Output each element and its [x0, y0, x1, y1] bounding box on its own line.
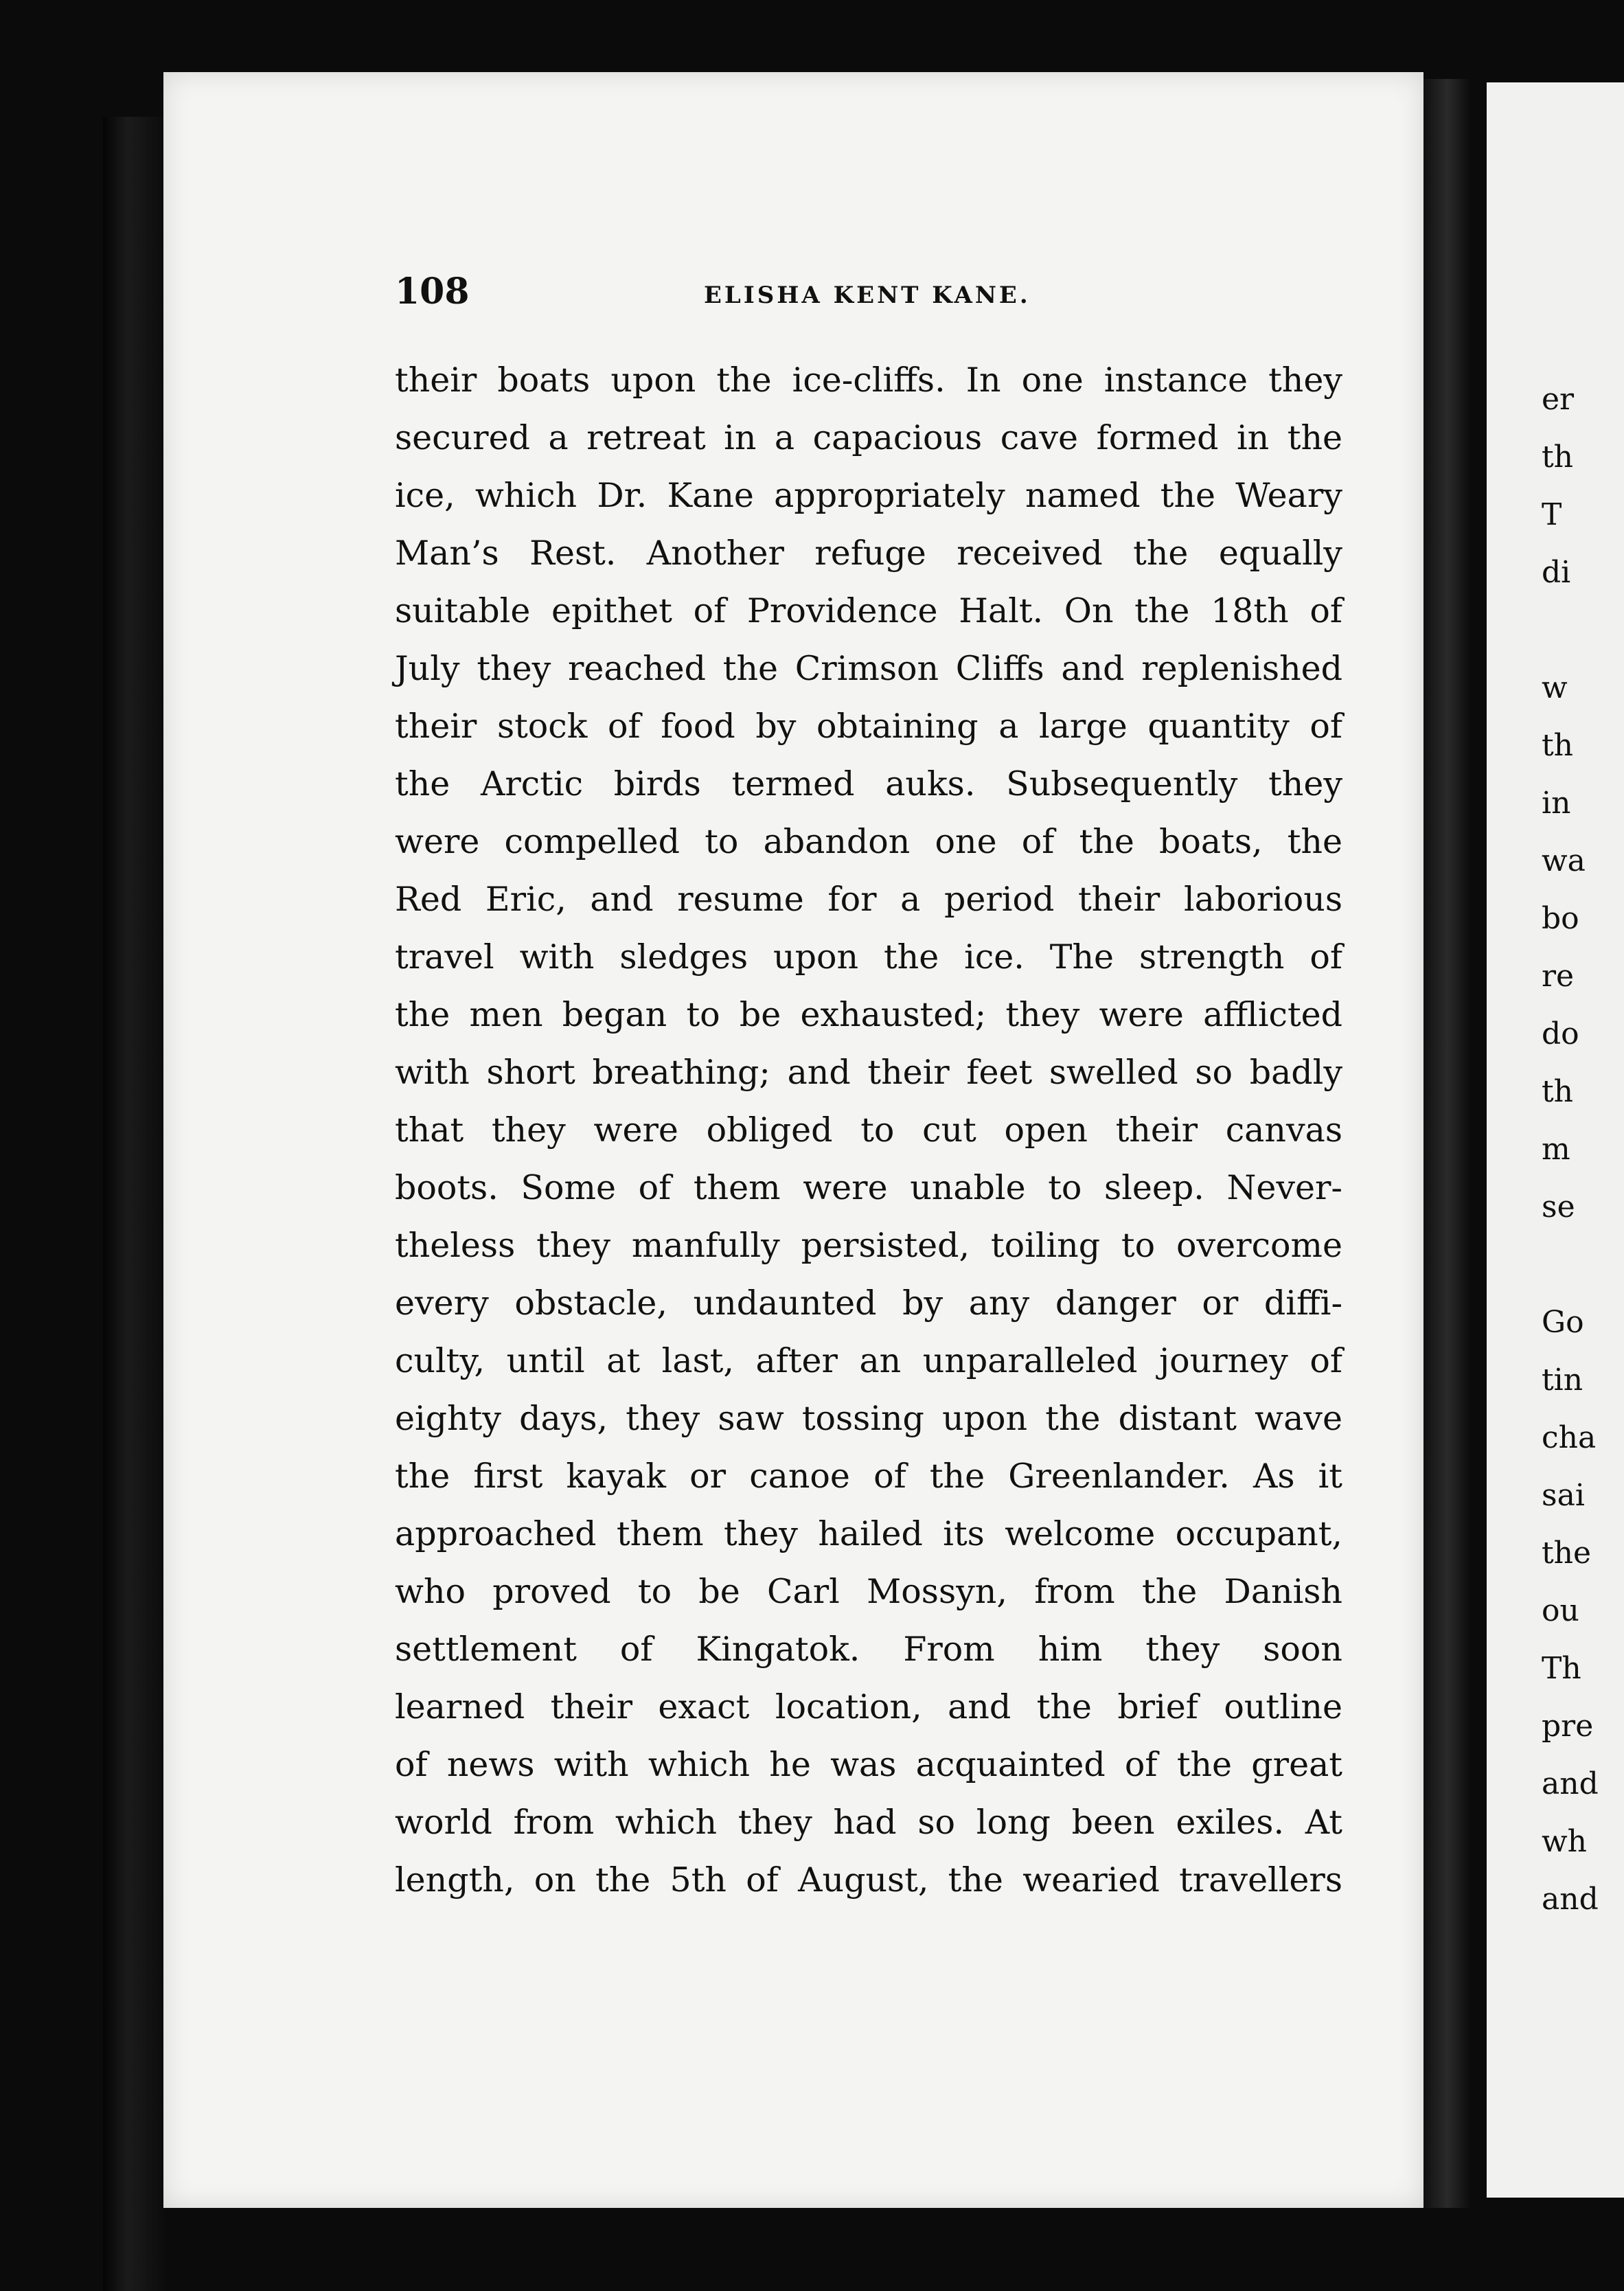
text-line: of news with which he was acquainted of the great [395, 1745, 1342, 1784]
fragment-line: Th [1542, 1651, 1581, 1686]
text-line: length, on the 5th of August, the wearied travellers [395, 1860, 1342, 1900]
fragment-line: and [1542, 1882, 1599, 1917]
fragment-line: and [1542, 1766, 1599, 1801]
text-line: secured a retreat in a capacious cave formed in the [395, 418, 1342, 457]
text-line: with short breathing; and their feet swelled so badly [395, 1053, 1342, 1092]
page-header [395, 268, 1356, 316]
fragment-line: in [1542, 786, 1571, 821]
fragment-line: wh [1542, 1824, 1587, 1859]
text-line: culty, until at last, after an unparalleled journey of [395, 1341, 1342, 1380]
fragment-line: do [1542, 1016, 1579, 1051]
text-line: the Arctic birds termed auks. Subsequently they [395, 764, 1342, 803]
fragment-line: sai [1542, 1478, 1585, 1513]
fragment-line: w [1542, 670, 1568, 705]
fragment-line: the [1542, 1536, 1592, 1571]
text-line: learned their exact location, and the brief outline [395, 1687, 1342, 1726]
fragment-line: th [1542, 728, 1574, 763]
adjacent-page-text [1542, 371, 1599, 1928]
page-number: 108 [395, 271, 470, 312]
fragment-line: th [1542, 440, 1574, 475]
fragment-line: th [1542, 1074, 1574, 1109]
text-line: that they were obliged to cut open their canvas [395, 1110, 1342, 1150]
text-line: their boats upon the ice-cliffs. In one instance they [395, 361, 1342, 400]
page-gutter-shadow [1423, 79, 1472, 2208]
running-head: ELISHA KENT KANE. [704, 282, 1031, 309]
fragment-line: bo [1542, 901, 1579, 936]
text-line: theless they manfully persisted, toiling to overcome [395, 1226, 1342, 1265]
fragment-line: wa [1542, 843, 1586, 878]
body-text [395, 352, 1342, 1909]
fragment-line: er [1542, 382, 1575, 417]
fragment-line: pre [1542, 1709, 1594, 1744]
text-line: settlement of Kingatok. From him they soon [395, 1630, 1342, 1669]
text-line: world from which they had so long been exiles. At [395, 1803, 1342, 1842]
text-line: every obstacle, undaunted by any danger or diffi- [395, 1284, 1342, 1323]
fragment-line: ou [1542, 1593, 1579, 1628]
text-line: ice, which Dr. Kane appropriately named the Weary [395, 476, 1342, 515]
text-line: who proved to be Carl Mossyn, from the Danish [395, 1572, 1342, 1611]
fragment-line: di [1542, 555, 1571, 590]
text-line: July they reached the Crimson Cliffs and replenished [395, 649, 1342, 688]
text-line: the men began to be exhausted; they were afflicted [395, 995, 1342, 1034]
fragment-line: cha [1542, 1420, 1597, 1455]
fragment-line: re [1542, 959, 1575, 994]
text-line: their stock of food by obtaining a large quantity of [395, 707, 1342, 746]
fragment-line: Go [1542, 1305, 1584, 1340]
text-line: Red Eric, and resume for a period their laborious [395, 880, 1342, 919]
text-line: were compelled to abandon one of the boats, the [395, 822, 1342, 861]
fragment-line: T [1542, 497, 1562, 532]
fragment-line: tin [1542, 1363, 1583, 1398]
fragment-line: m [1542, 1132, 1570, 1167]
text-line: suitable epithet of Providence Halt. On the 18th of [395, 591, 1342, 630]
fragment-line: se [1542, 1189, 1575, 1224]
text-line: boots. Some of them were unable to sleep. Never- [395, 1168, 1342, 1207]
left-page-edge [103, 117, 165, 2291]
text-line: Man’s Rest. Another refuge received the equally [395, 534, 1342, 573]
text-line: eighty days, they saw tossing upon the distant wave [395, 1399, 1342, 1438]
text-line: approached them they hailed its welcome occupant, [395, 1514, 1342, 1553]
text-line: the first kayak or canoe of the Greenlander. As it [395, 1457, 1342, 1496]
text-line: travel with sledges upon the ice. The strength of [395, 937, 1342, 977]
